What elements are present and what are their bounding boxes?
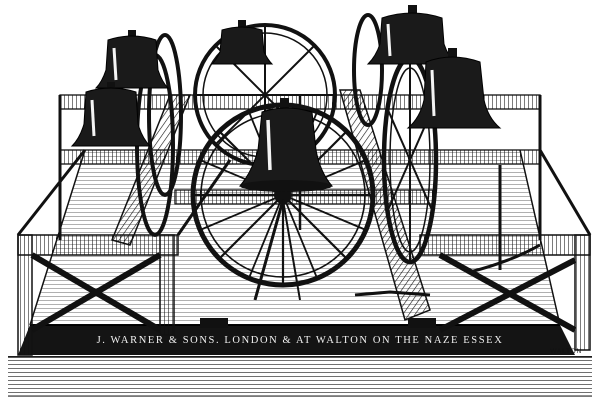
bell-back-right — [368, 5, 456, 64]
engraver-signature: WALTON — [550, 348, 582, 355]
bell-back-left — [96, 30, 168, 88]
manufacturer-inscription: J. WARNER & SONS. LONDON & AT WALTON ON THE NAZE ESSEX — [96, 335, 504, 346]
ground-floor — [8, 355, 592, 399]
